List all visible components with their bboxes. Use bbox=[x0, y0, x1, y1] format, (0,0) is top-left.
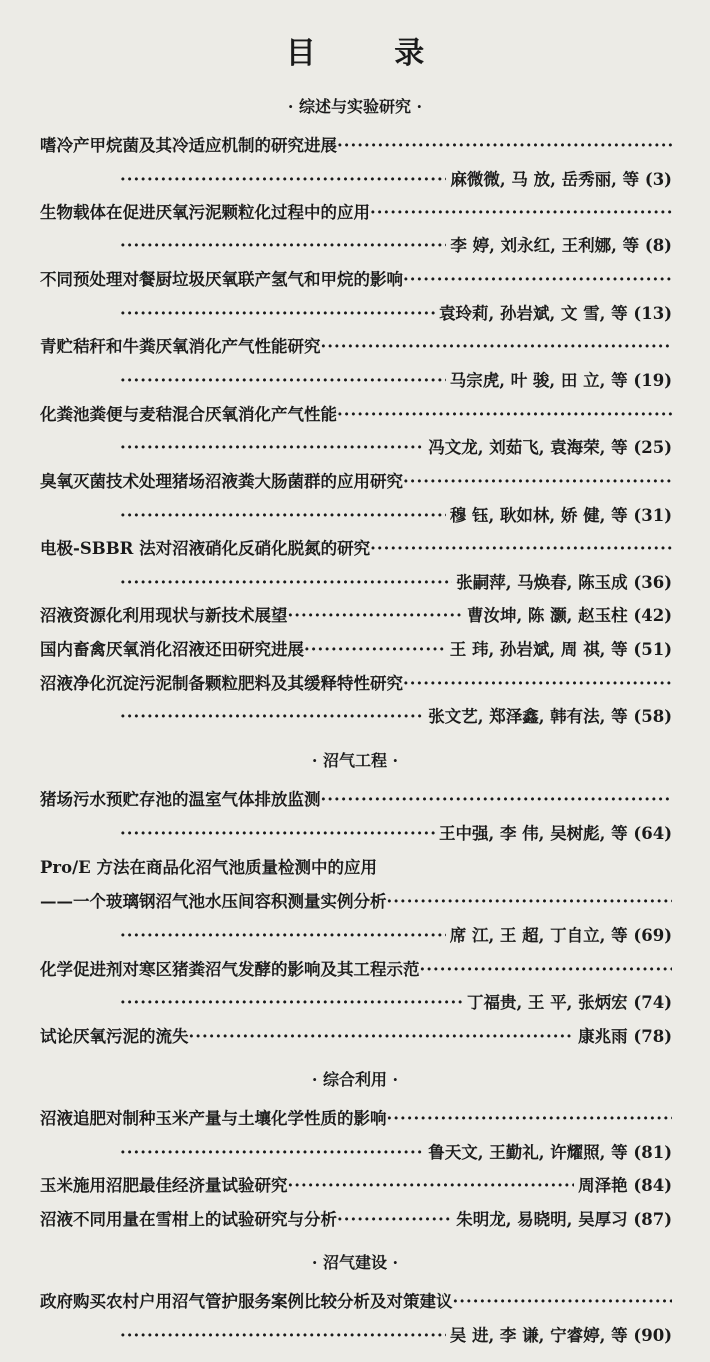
entry-page: (64) bbox=[633, 824, 672, 843]
entry-title-line bbox=[40, 958, 672, 982]
entry-subtitle-line bbox=[40, 890, 672, 914]
leader-dots bbox=[403, 470, 672, 494]
entry-subtitle: ——一个玻璃钢沼气池水压间容积测量实例分析 bbox=[40, 892, 387, 911]
leader-dots bbox=[120, 234, 446, 258]
leader-dots bbox=[387, 890, 673, 914]
leader-dots bbox=[337, 403, 672, 427]
entry-authors: 朱明龙, 易晓明, 吴厚习 (87) bbox=[456, 1210, 672, 1229]
entry-page: (90) bbox=[633, 1326, 672, 1345]
entry-author-line bbox=[40, 705, 672, 729]
leader-dots bbox=[120, 1324, 446, 1348]
leader-dots bbox=[420, 958, 673, 982]
leader-dots bbox=[387, 1107, 673, 1131]
entry-page: (31) bbox=[633, 506, 672, 525]
entry-title: 国内畜禽厌氧消化沼液还田研究进展 bbox=[40, 640, 304, 659]
leader-dots bbox=[120, 571, 452, 595]
leader-dots bbox=[120, 1141, 424, 1165]
entry-line bbox=[40, 604, 672, 628]
entry-title: 臭氧灭菌技术处理猪场沼液粪大肠菌群的应用研究 bbox=[40, 472, 403, 491]
leader-dots bbox=[288, 1174, 575, 1198]
entry-page: (69) bbox=[633, 926, 672, 945]
entry-title-line bbox=[40, 335, 672, 359]
entry-page: (25) bbox=[633, 438, 672, 457]
leader-dots bbox=[337, 134, 672, 158]
entry-line bbox=[40, 1174, 672, 1198]
entry-authors: 曹汝坤, 陈 灏, 赵玉柱 (42) bbox=[466, 606, 672, 625]
entry-page: (36) bbox=[633, 573, 672, 592]
entry-title-line bbox=[40, 672, 672, 696]
entry-title: 化学促进剂对寒区猪粪沼气发酵的影响及其工程示范 bbox=[40, 960, 420, 979]
entry-authors: 马宗虎, 叶 骏, 田 立, 等 (19) bbox=[449, 371, 672, 390]
entry-authors: 王中强, 李 伟, 吴树彪, 等 (64) bbox=[438, 824, 672, 843]
entry-title: 生物载体在促进厌氧污泥颗粒化过程中的应用 bbox=[40, 203, 370, 222]
leader-dots bbox=[304, 638, 446, 662]
entry-authors: 鲁天文, 王勤礼, 许耀照, 等 (81) bbox=[428, 1143, 672, 1162]
entry-authors: 冯文龙, 刘茹飞, 袁海荣, 等 (25) bbox=[428, 438, 672, 457]
leader-dots bbox=[321, 335, 673, 359]
leader-dots bbox=[120, 504, 446, 528]
entry-author-line bbox=[40, 1141, 672, 1165]
entry-title-line bbox=[40, 134, 672, 158]
entry-page: (87) bbox=[633, 1210, 672, 1229]
leader-dots bbox=[403, 672, 672, 696]
entry-title: 电极-SBBR 法对沼液硝化反硝化脱氮的研究 bbox=[40, 539, 371, 558]
entry-authors: 麻微微, 马 放, 岳秀丽, 等 (3) bbox=[450, 170, 672, 189]
entry-page: (74) bbox=[633, 993, 672, 1012]
leader-dots bbox=[120, 302, 435, 326]
leader-dots bbox=[370, 537, 672, 561]
entry-author-line bbox=[40, 369, 672, 393]
entry-author-line bbox=[40, 234, 672, 258]
leader-dots bbox=[453, 1290, 673, 1314]
entry-author-line bbox=[40, 504, 672, 528]
entry-authors: 李 婷, 刘永红, 王利娜, 等 (8) bbox=[450, 236, 672, 255]
leader-dots bbox=[189, 1025, 575, 1049]
entry-title: 化粪池粪便与麦秸混合厌氧消化产气性能 bbox=[40, 405, 337, 424]
entry-title: 试论厌氧污泥的流失 bbox=[40, 1027, 189, 1046]
entry-page: (58) bbox=[633, 707, 672, 726]
entry-author-line bbox=[40, 302, 672, 326]
entry-title-line bbox=[40, 1107, 672, 1131]
entry-title: 沼液净化沉淀污泥制备颗粒肥料及其缓释特性研究 bbox=[40, 674, 403, 693]
section-heading: · 沼气工程 · bbox=[311, 751, 399, 770]
entry-title: 沼液不同用量在雪柑上的试验研究与分析 bbox=[40, 1210, 337, 1229]
entry-title-line bbox=[40, 856, 672, 880]
leader-dots bbox=[120, 369, 446, 393]
entry-title-line bbox=[40, 537, 672, 561]
entry-title: 玉米施用沼肥最佳经济量试验研究 bbox=[40, 1176, 288, 1195]
entry-title-line bbox=[40, 201, 672, 225]
entry-authors: 袁玲莉, 孙岩斌, 文 雪, 等 (13) bbox=[438, 304, 672, 323]
entry-title: Pro/E 方法在商品化沼气池质量检测中的应用 bbox=[40, 858, 377, 877]
entry-authors: 穆 钰, 耿如林, 娇 健, 等 (31) bbox=[449, 506, 672, 525]
entry-authors: 康兆雨 (78) bbox=[578, 1027, 672, 1046]
entry-page: (42) bbox=[633, 606, 672, 625]
entry-authors: 周泽艳 (84) bbox=[578, 1176, 672, 1195]
entry-authors: 王 玮, 孙岩斌, 周 祺, 等 (51) bbox=[449, 640, 672, 659]
entry-title-line bbox=[40, 470, 672, 494]
entry-title-line bbox=[40, 1290, 672, 1314]
entry-page: (19) bbox=[633, 371, 672, 390]
entry-author-line bbox=[40, 991, 672, 1015]
leader-dots bbox=[120, 822, 435, 846]
entry-author-line bbox=[40, 1324, 672, 1348]
leader-dots bbox=[120, 705, 424, 729]
leader-dots bbox=[321, 788, 673, 812]
page-title: 目 录 bbox=[285, 36, 459, 71]
entry-authors: 丁福贵, 王 平, 张炳宏 (74) bbox=[466, 993, 672, 1012]
entry-title: 沼液追肥对制种玉米产量与土壤化学性质的影响 bbox=[40, 1109, 387, 1128]
entry-page: (84) bbox=[633, 1176, 672, 1195]
leader-dots bbox=[120, 168, 446, 192]
entry-title-line bbox=[40, 403, 672, 427]
entry-title: 政府购买农村户用沼气管护服务案例比较分析及对策建议 bbox=[40, 1292, 453, 1311]
leader-dots bbox=[120, 924, 446, 948]
entry-line bbox=[40, 638, 672, 662]
section-heading: · 沼气建设 · bbox=[311, 1253, 399, 1272]
entry-page: (78) bbox=[633, 1027, 672, 1046]
entry-authors: 张嗣萍, 马焕春, 陈玉成 (36) bbox=[456, 573, 672, 592]
entry-author-line bbox=[40, 924, 672, 948]
entry-title: 青贮秸秆和牛粪厌氧消化产气性能研究 bbox=[40, 337, 321, 356]
entry-authors: 席 江, 王 超, 丁自立, 等 (69) bbox=[449, 926, 672, 945]
section-heading: · 综合利用 · bbox=[311, 1070, 399, 1089]
entry-page: (8) bbox=[644, 236, 672, 255]
entry-author-line bbox=[40, 436, 672, 460]
entry-title: 沼液资源化利用现状与新技术展望 bbox=[40, 606, 288, 625]
leader-dots bbox=[403, 268, 672, 292]
entry-title: 嗜冷产甲烷菌及其冷适应机制的研究进展 bbox=[40, 136, 337, 155]
entry-title: 不同预处理对餐厨垃圾厌氧联产氢气和甲烷的影响 bbox=[40, 270, 403, 289]
entry-page: (81) bbox=[633, 1143, 672, 1162]
entry-title-line bbox=[40, 788, 672, 812]
entry-author-line bbox=[40, 571, 672, 595]
entry-author-line bbox=[40, 822, 672, 846]
section-heading: · 综述与实验研究 · bbox=[287, 97, 423, 116]
entry-page: (13) bbox=[633, 304, 672, 323]
leader-dots bbox=[370, 201, 672, 225]
entry-page: (51) bbox=[633, 640, 672, 659]
entry-title-line bbox=[40, 268, 672, 292]
leader-dots bbox=[288, 604, 463, 628]
entry-line bbox=[40, 1025, 672, 1049]
entry-author-line bbox=[40, 168, 672, 192]
entry-title: 猪场污水预贮存池的温室气体排放监测 bbox=[40, 790, 321, 809]
leader-dots bbox=[337, 1208, 452, 1232]
entry-authors: 张文艺, 郑泽鑫, 韩有法, 等 (58) bbox=[428, 707, 672, 726]
entry-line bbox=[40, 1208, 672, 1232]
leader-dots bbox=[120, 436, 424, 460]
entry-page: (3) bbox=[644, 170, 672, 189]
entry-authors: 吴 进, 李 谦, 宁睿婷, 等 (90) bbox=[449, 1326, 672, 1345]
leader-dots bbox=[120, 991, 463, 1015]
